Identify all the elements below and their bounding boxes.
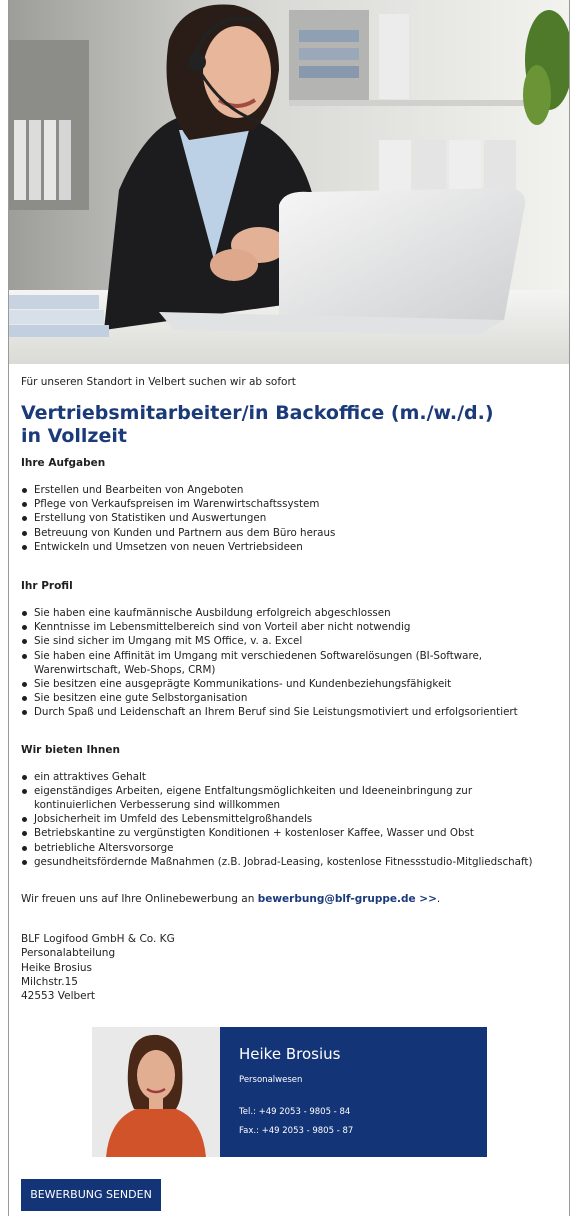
list-item: Sie haben eine kaufmännische Ausbildung erfolgreich abgeschlossen xyxy=(21,606,557,620)
contact-card xyxy=(92,1027,487,1157)
job-content xyxy=(21,374,557,1003)
list-item: ein attraktives Gehalt xyxy=(21,770,557,784)
application-note xyxy=(21,892,557,906)
contact-name: Heike Brosius xyxy=(239,1045,341,1063)
list-item: Kenntnisse im Lebensmittelbereich sind von Vorteil aber nicht notwendig xyxy=(21,620,557,634)
list-item: Betriebskantine zu vergünstigten Konditionen + kostenloser Kaffee, Wasser und Obst xyxy=(21,826,557,840)
address-block xyxy=(21,932,557,1003)
list-item: Sie haben eine Affinität im Umgang mit verschiedenen Softwarelösungen (BI-Software, Warenwirtschaft, Web-Shops, CRM) xyxy=(21,649,557,677)
list-item: Erstellung von Statistiken und Auswertungen xyxy=(21,511,557,525)
hero-image xyxy=(9,0,569,364)
job-title-line-2: in Vollzeit xyxy=(21,425,127,447)
section-heading-bieten: Wir bieten Ihnen xyxy=(21,743,120,756)
contact-role: Personalwesen xyxy=(239,1075,303,1085)
bieten-list xyxy=(21,770,557,869)
address-street: Milchstr.15 xyxy=(21,975,78,988)
application-suffix: . xyxy=(436,893,441,906)
job-title xyxy=(21,402,557,448)
application-email-link[interactable]: bewerbung@blf-gruppe.de >> xyxy=(257,893,437,906)
application-text: Wir freuen uns auf Ihre Onlinebewerbung an xyxy=(21,893,255,906)
section-heading-aufgaben: Ihre Aufgaben xyxy=(21,457,106,469)
contact-photo xyxy=(92,1027,220,1157)
address-city: 42553 Velbert xyxy=(21,990,96,1003)
list-item: Sie sind sicher im Umgang mit MS Office, v. a. Excel xyxy=(21,634,557,648)
apply-button[interactable]: BEWERBUNG SENDEN xyxy=(21,1179,161,1211)
list-item: Pflege von Verkaufspreisen im Warenwirtschaftssystem xyxy=(21,497,557,511)
contact-panel xyxy=(220,1027,487,1157)
contact-fax: Fax.: +49 2053 - 9805 - 87 xyxy=(239,1126,354,1136)
list-item: Sie besitzen eine gute Selbstorganisation xyxy=(21,691,557,705)
contact-phone[interactable]: Tel.: +49 2053 - 9805 - 84 xyxy=(239,1107,351,1117)
list-item: Jobsicherheit im Umfeld des Lebensmittelgroßhandels xyxy=(21,812,557,826)
list-item: Sie besitzen eine ausgeprägte Kommunikations- und Kundenbeziehungsfähigkeit xyxy=(21,677,557,691)
list-item: Entwickeln und Umsetzen von neuen Vertriebsideen xyxy=(21,540,557,554)
address-person: Heike Brosius xyxy=(21,961,93,974)
list-item: eigenständiges Arbeiten, eigene Entfaltungsmöglichkeiten und Ideeneinbringung zur kontinuierlichen Verbesserung sind willkommen xyxy=(21,784,557,812)
intro-text: Für unseren Standort in Velbert suchen wir ab sofort xyxy=(21,376,296,388)
list-item: Erstellen und Bearbeiten von Angeboten xyxy=(21,483,557,497)
list-item: Betreuung von Kunden und Partnern aus dem Büro heraus xyxy=(21,526,557,540)
profil-list xyxy=(21,606,557,720)
list-item: gesundheitsfördernde Maßnahmen (z.B. Jobrad-Leasing, kostenlose Fitnessstudio-Mitgliedschaft) xyxy=(21,855,557,869)
list-item: Durch Spaß und Leidenschaft an Ihrem Beruf sind Sie Leistungsmotiviert und erfolgsorientiert xyxy=(21,705,557,719)
aufgaben-list xyxy=(21,483,557,554)
job-title-line-1: Vertriebsmitarbeiter/in Backoffice (m./w./d.) xyxy=(21,402,494,424)
list-item: betriebliche Altersvorsorge xyxy=(21,841,557,855)
address-company: BLF Logifood GmbH & Co. KG xyxy=(21,933,175,946)
section-heading-profil: Ihr Profil xyxy=(21,580,73,593)
address-department: Personalabteilung xyxy=(21,947,116,960)
